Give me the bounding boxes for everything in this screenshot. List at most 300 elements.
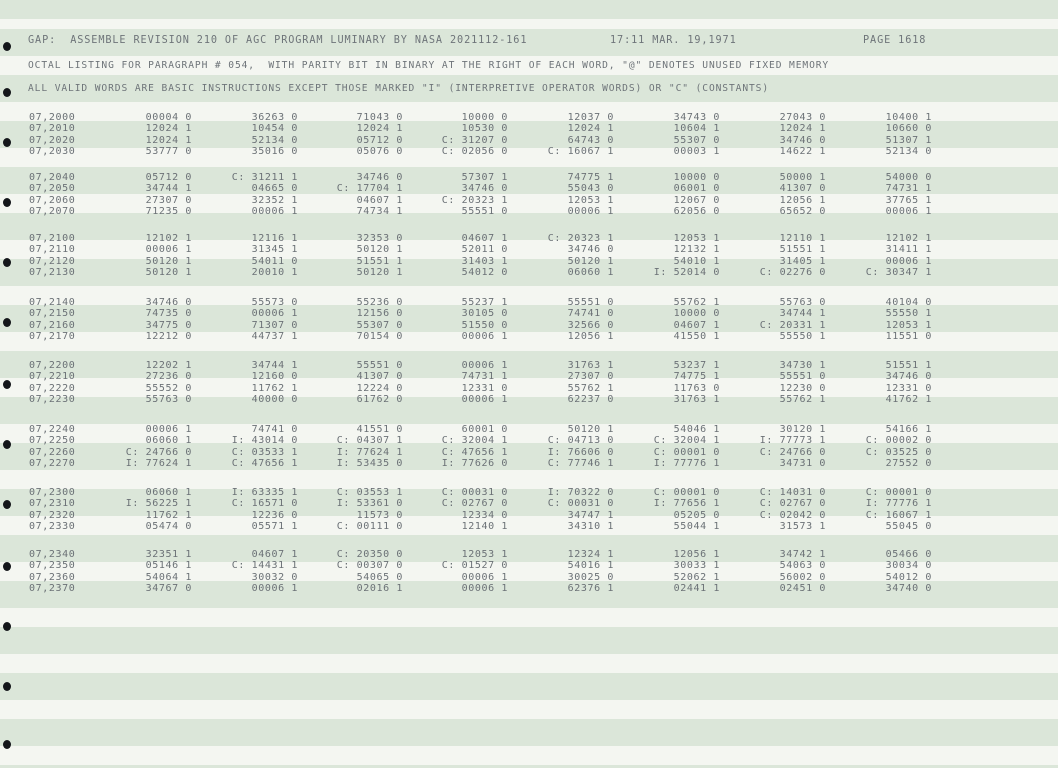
listing-row <box>0 308 1058 319</box>
header-legend: ALL VALID WORDS ARE BASIC INSTRUCTIONS EXCEPT THOSE MARKED "I" (INTERPRETIVE OPERATOR WORDS) OR "C" (CONSTANTS) <box>28 83 770 94</box>
octal-word: C: 16571 0 <box>231 498 298 510</box>
octal-word: 55551 0 <box>356 360 403 371</box>
octal-word: 51307 1 <box>885 134 932 146</box>
octal-word: 57307 1 <box>461 172 508 183</box>
octal-word: 30034 0 <box>885 560 932 572</box>
octal-word: 34746 0 <box>567 244 614 256</box>
row-address: 07,2050 <box>29 183 76 195</box>
listing-row <box>0 383 1058 394</box>
listing-row <box>0 206 1058 217</box>
octal-word: 34747 1 <box>567 509 614 521</box>
octal-word: C: 00001 0 <box>653 487 720 498</box>
octal-word: C: 03525 0 <box>865 446 932 458</box>
row-address: 07,2250 <box>29 435 76 447</box>
octal-word: 54016 1 <box>567 560 614 572</box>
row-address: 07,2140 <box>29 297 76 308</box>
row-address: 07,2260 <box>29 446 76 458</box>
octal-word: 00006 1 <box>461 331 508 343</box>
octal-word: C: 14031 0 <box>759 487 826 498</box>
listing-row <box>0 112 1058 123</box>
octal-word: I: 53435 0 <box>336 458 403 470</box>
octal-word: 30032 0 <box>251 571 298 583</box>
octal-word: 12102 1 <box>885 233 932 244</box>
octal-word: 30025 0 <box>567 571 614 583</box>
listing-row <box>0 394 1058 405</box>
octal-word: 12324 1 <box>567 549 614 560</box>
octal-word: 27236 0 <box>145 371 192 383</box>
octal-word: 50120 1 <box>145 255 192 267</box>
row-address: 07,2060 <box>29 194 76 206</box>
octal-word: C: 77746 1 <box>547 458 614 470</box>
octal-word: 55307 0 <box>356 319 403 331</box>
octal-word: 10660 0 <box>885 123 932 135</box>
octal-word: 50120 1 <box>356 244 403 256</box>
listing-row <box>0 487 1058 498</box>
octal-word: 04607 1 <box>461 233 508 244</box>
octal-word: 12024 1 <box>145 134 192 146</box>
octal-word: 10000 0 <box>673 308 720 320</box>
listing-row <box>0 320 1058 331</box>
octal-word: C: 30347 1 <box>865 267 932 279</box>
row-address: 07,2150 <box>29 308 76 320</box>
octal-word: 61762 0 <box>356 394 403 406</box>
octal-word: C: 24766 0 <box>759 446 826 458</box>
octal-word: 30033 1 <box>673 560 720 572</box>
octal-word: C: 32004 1 <box>653 435 720 447</box>
octal-word: 34746 0 <box>145 297 192 308</box>
octal-word: 31763 1 <box>673 394 720 406</box>
octal-word: 55237 1 <box>461 297 508 308</box>
octal-word: 02441 1 <box>673 583 720 595</box>
octal-word: 00003 1 <box>673 146 720 158</box>
listing-row <box>0 458 1058 469</box>
octal-word: C: 03533 1 <box>231 446 298 458</box>
octal-word: 55550 1 <box>885 308 932 320</box>
octal-word: C: 32004 1 <box>441 435 508 447</box>
listing-row <box>0 572 1058 583</box>
listing-row <box>0 233 1058 244</box>
octal-word: 34746 0 <box>779 134 826 146</box>
octal-word: 06060 1 <box>567 267 614 279</box>
octal-word: 37765 1 <box>885 194 932 206</box>
octal-word: 52011 0 <box>461 244 508 256</box>
octal-word: 11763 0 <box>673 382 720 394</box>
octal-word: 02451 0 <box>779 583 826 595</box>
octal-word: 12202 1 <box>145 360 192 371</box>
octal-word: C: 20350 0 <box>336 549 403 560</box>
octal-word: 05146 1 <box>145 560 192 572</box>
octal-word: 12156 0 <box>356 308 403 320</box>
header-timestamp: 17:11 MAR. 19,1971 <box>610 35 737 46</box>
row-address: 07,2300 <box>29 487 76 498</box>
octal-word: 34731 0 <box>779 458 826 470</box>
listing-row <box>0 360 1058 371</box>
octal-word: 10000 0 <box>461 112 508 123</box>
header-listing-description: OCTAL LISTING FOR PARAGRAPH # 054, WITH PARITY BIT IN BINARY AT THE RIGHT OF EACH WORD, "@" DENOTES UNUSED FIXED MEMORY <box>28 60 830 71</box>
row-address: 07,2210 <box>29 371 76 383</box>
octal-word: 12224 0 <box>356 382 403 394</box>
octal-word: 11762 1 <box>251 382 298 394</box>
octal-word: 41307 0 <box>356 371 403 383</box>
octal-word: I: 63335 1 <box>231 487 298 498</box>
octal-word: I: 77624 1 <box>336 446 403 458</box>
listing-row <box>0 135 1058 146</box>
octal-word: 56002 0 <box>779 571 826 583</box>
octal-word: 00006 1 <box>461 360 508 371</box>
octal-word: 50120 1 <box>567 424 614 435</box>
octal-word: 27307 0 <box>567 371 614 383</box>
octal-word: 11573 0 <box>356 509 403 521</box>
octal-word: C: 01527 0 <box>441 560 508 572</box>
octal-word: 32353 0 <box>356 233 403 244</box>
octal-word: 71043 0 <box>356 112 403 123</box>
octal-word: 05076 0 <box>356 146 403 158</box>
octal-word: 05205 0 <box>673 509 720 521</box>
listing-row <box>0 172 1058 183</box>
octal-word: 34740 0 <box>885 583 932 595</box>
listing-row <box>0 195 1058 206</box>
octal-word: C: 31207 0 <box>441 134 508 146</box>
row-address: 07,2030 <box>29 146 76 158</box>
octal-word: I: 76606 0 <box>547 446 614 458</box>
octal-word: C: 04713 0 <box>547 435 614 447</box>
row-address: 07,2130 <box>29 267 76 279</box>
octal-word: 31573 1 <box>779 521 826 533</box>
octal-word: C: 14431 1 <box>231 560 298 572</box>
octal-word: 51551 1 <box>356 255 403 267</box>
octal-word: 12110 1 <box>779 233 826 244</box>
octal-word: 74775 1 <box>673 371 720 383</box>
row-address: 07,2270 <box>29 458 76 470</box>
octal-word: C: 47656 1 <box>231 458 298 470</box>
octal-word: 12212 0 <box>145 331 192 343</box>
octal-word: 34744 1 <box>145 183 192 195</box>
octal-word: 74741 0 <box>251 424 298 435</box>
octal-word: 62056 0 <box>673 206 720 218</box>
row-address: 07,2360 <box>29 571 76 583</box>
octal-word: 50120 1 <box>145 267 192 279</box>
octal-word: 41762 1 <box>885 394 932 406</box>
octal-word: 52062 1 <box>673 571 720 583</box>
octal-word: I: 77626 0 <box>441 458 508 470</box>
octal-word: C: 02276 0 <box>759 267 826 279</box>
listing-row <box>0 498 1058 509</box>
octal-word: 44737 1 <box>251 331 298 343</box>
octal-word: 12024 1 <box>779 123 826 135</box>
octal-word: 50120 1 <box>356 267 403 279</box>
octal-word: 36263 0 <box>251 112 298 123</box>
octal-word: I: 56225 1 <box>125 498 192 510</box>
octal-word: 34310 1 <box>567 521 614 533</box>
octal-word: 05474 0 <box>145 521 192 533</box>
octal-word: C: 00002 0 <box>865 435 932 447</box>
octal-word: C: 20323 1 <box>547 233 614 244</box>
octal-word: 12132 1 <box>673 244 720 256</box>
octal-word: 10530 0 <box>461 123 508 135</box>
octal-word: 34746 0 <box>461 183 508 195</box>
octal-word: 34744 1 <box>251 360 298 371</box>
octal-word: 12024 1 <box>356 123 403 135</box>
octal-word: 00006 1 <box>567 206 614 218</box>
row-address: 07,2340 <box>29 549 76 560</box>
octal-word: 31411 1 <box>885 244 932 256</box>
octal-word: C: 20323 1 <box>441 194 508 206</box>
octal-word: 55236 0 <box>356 297 403 308</box>
octal-word: 62376 1 <box>567 583 614 595</box>
octal-word: I: 53361 0 <box>336 498 403 510</box>
octal-word: 41307 0 <box>779 183 826 195</box>
octal-word: 12331 0 <box>461 382 508 394</box>
octal-word: 12024 1 <box>145 123 192 135</box>
octal-word: 00006 1 <box>885 206 932 218</box>
row-address: 07,2120 <box>29 255 76 267</box>
row-address: 07,2370 <box>29 583 76 595</box>
row-address: 07,2020 <box>29 134 76 146</box>
row-address: 07,2320 <box>29 509 76 521</box>
octal-word: 74731 1 <box>885 183 932 195</box>
octal-word: 10000 0 <box>673 172 720 183</box>
octal-word: 10604 1 <box>673 123 720 135</box>
listing-row <box>0 146 1058 157</box>
octal-word: 12056 1 <box>673 549 720 560</box>
octal-word: 31403 1 <box>461 255 508 267</box>
listing-row <box>0 183 1058 194</box>
octal-word: 74741 0 <box>567 308 614 320</box>
octal-word: 32566 0 <box>567 319 614 331</box>
header-title: GAP: ASSEMBLE REVISION 210 OF AGC PROGRAM LUMINARY BY NASA 2021112-161 <box>28 35 528 46</box>
octal-word: 55552 0 <box>145 382 192 394</box>
octal-word: 31345 1 <box>251 244 298 256</box>
octal-word: 74775 1 <box>567 172 614 183</box>
octal-word: 05571 1 <box>251 521 298 533</box>
octal-word: C: 02042 0 <box>759 509 826 521</box>
octal-word: 04607 1 <box>673 319 720 331</box>
octal-word: 06060 1 <box>145 435 192 447</box>
octal-word: C: 02056 0 <box>441 146 508 158</box>
row-address: 07,2170 <box>29 331 76 343</box>
octal-word: 34746 0 <box>885 371 932 383</box>
listing-row <box>0 435 1058 446</box>
octal-word: 53237 1 <box>673 360 720 371</box>
octal-word: 74731 1 <box>461 371 508 383</box>
octal-word: C: 16067 1 <box>547 146 614 158</box>
octal-word: 55762 1 <box>567 382 614 394</box>
octal-word: I: 43014 0 <box>231 435 298 447</box>
octal-word: 50120 1 <box>567 255 614 267</box>
octal-word: 05712 0 <box>356 134 403 146</box>
octal-word: 12053 1 <box>461 549 508 560</box>
octal-word: 74734 1 <box>356 206 403 218</box>
octal-word: 40000 0 <box>251 394 298 406</box>
row-address: 07,2160 <box>29 319 76 331</box>
row-address: 07,2350 <box>29 560 76 572</box>
octal-word: 04665 0 <box>251 183 298 195</box>
listing-row <box>0 583 1058 594</box>
octal-word: 04607 1 <box>251 549 298 560</box>
octal-word: 11762 1 <box>145 509 192 521</box>
octal-word: 00006 1 <box>885 255 932 267</box>
octal-word: 34730 1 <box>779 360 826 371</box>
octal-word: C: 47656 1 <box>441 446 508 458</box>
octal-word: 06001 0 <box>673 183 720 195</box>
octal-word: 34742 1 <box>779 549 826 560</box>
octal-word: C: 00001 0 <box>653 446 720 458</box>
octal-word: 55044 1 <box>673 521 720 533</box>
octal-word: 55551 0 <box>461 206 508 218</box>
octal-word: 54063 0 <box>779 560 826 572</box>
row-address: 07,2310 <box>29 498 76 510</box>
octal-word: 04607 1 <box>356 194 403 206</box>
octal-word: 34743 0 <box>673 112 720 123</box>
octal-word: C: 00031 0 <box>547 498 614 510</box>
octal-word: 64743 0 <box>567 134 614 146</box>
listing-row <box>0 256 1058 267</box>
octal-word: 55043 0 <box>567 183 614 195</box>
octal-word: I: 77776 1 <box>865 498 932 510</box>
octal-word: 12024 1 <box>567 123 614 135</box>
octal-word: 12053 1 <box>567 194 614 206</box>
octal-word: I: 77773 1 <box>759 435 826 447</box>
octal-word: 53777 0 <box>145 146 192 158</box>
listing-row <box>0 447 1058 458</box>
octal-word: 00006 1 <box>251 308 298 320</box>
octal-word: 74735 0 <box>145 308 192 320</box>
octal-word: 70154 0 <box>356 331 403 343</box>
octal-word: 51551 1 <box>885 360 932 371</box>
octal-word: 54012 0 <box>461 267 508 279</box>
octal-word: 62237 0 <box>567 394 614 406</box>
octal-word: 30105 0 <box>461 308 508 320</box>
octal-word: 32351 1 <box>145 549 192 560</box>
octal-word: C: 02767 0 <box>441 498 508 510</box>
octal-word: 00006 1 <box>251 583 298 595</box>
octal-word: 32352 1 <box>251 194 298 206</box>
octal-word: 55551 0 <box>779 371 826 383</box>
octal-word: 55763 0 <box>779 297 826 308</box>
octal-word: 12067 0 <box>673 194 720 206</box>
octal-word: 55550 1 <box>779 331 826 343</box>
octal-word: C: 00111 0 <box>336 521 403 533</box>
row-address: 07,2200 <box>29 360 76 371</box>
listing-row <box>0 123 1058 134</box>
listing-row <box>0 297 1058 308</box>
octal-word: 00006 1 <box>461 583 508 595</box>
listing-row <box>0 560 1058 571</box>
octal-word: 20010 1 <box>251 267 298 279</box>
octal-word: 55762 1 <box>673 297 720 308</box>
octal-word: 55763 0 <box>145 394 192 406</box>
octal-word: 31763 1 <box>567 360 614 371</box>
octal-word: 54012 0 <box>885 571 932 583</box>
listing-row <box>0 549 1058 560</box>
octal-word: 27552 0 <box>885 458 932 470</box>
octal-word: C: 31211 1 <box>231 172 298 183</box>
octal-word: 05466 0 <box>885 549 932 560</box>
listing-row <box>0 371 1058 382</box>
octal-word: 00006 1 <box>461 571 508 583</box>
octal-word: 34746 0 <box>356 172 403 183</box>
octal-word: 27043 0 <box>779 112 826 123</box>
octal-word: 34775 0 <box>145 319 192 331</box>
octal-word: 65652 0 <box>779 206 826 218</box>
octal-word: 50000 1 <box>779 172 826 183</box>
row-address: 07,2100 <box>29 233 76 244</box>
octal-word: 54064 1 <box>145 571 192 583</box>
octal-word: I: 70322 0 <box>547 487 614 498</box>
octal-word: 05712 0 <box>145 172 192 183</box>
octal-word: 12160 0 <box>251 371 298 383</box>
row-address: 07,2010 <box>29 123 76 135</box>
octal-word: 12056 1 <box>779 194 826 206</box>
octal-word: 02016 1 <box>356 583 403 595</box>
octal-word: 34744 1 <box>779 308 826 320</box>
octal-word: 12116 1 <box>251 233 298 244</box>
octal-word: 00006 1 <box>461 394 508 406</box>
octal-word: 00006 1 <box>251 206 298 218</box>
octal-word: 12331 0 <box>885 382 932 394</box>
row-address: 07,2000 <box>29 112 76 123</box>
octal-word: 12102 1 <box>145 233 192 244</box>
octal-word: 10400 1 <box>885 112 932 123</box>
listing-row <box>0 244 1058 255</box>
octal-word: 00006 1 <box>145 424 192 435</box>
octal-word: 12053 1 <box>885 319 932 331</box>
octal-word: I: 77624 1 <box>125 458 192 470</box>
octal-word: 41551 0 <box>356 424 403 435</box>
octal-word: 12236 0 <box>251 509 298 521</box>
listing-row <box>0 267 1058 278</box>
listing-row <box>0 424 1058 435</box>
octal-word: 60001 0 <box>461 424 508 435</box>
octal-word: C: 17704 1 <box>336 183 403 195</box>
octal-word: 52134 0 <box>251 134 298 146</box>
octal-word: 71307 0 <box>251 319 298 331</box>
octal-word: 55573 0 <box>251 297 298 308</box>
octal-word: C: 04307 1 <box>336 435 403 447</box>
octal-word: 12037 0 <box>567 112 614 123</box>
listing-row <box>0 521 1058 532</box>
row-address: 07,2240 <box>29 424 76 435</box>
octal-word: 51550 0 <box>461 319 508 331</box>
octal-word: I: 52014 0 <box>653 267 720 279</box>
octal-word: 00004 0 <box>145 112 192 123</box>
octal-word: 40104 0 <box>885 297 932 308</box>
octal-word: 41550 1 <box>673 331 720 343</box>
octal-word: 11551 0 <box>885 331 932 343</box>
octal-word: 54065 0 <box>356 571 403 583</box>
octal-word: 12334 0 <box>461 509 508 521</box>
octal-word: 54046 1 <box>673 424 720 435</box>
row-address: 07,2220 <box>29 382 76 394</box>
octal-word: 54010 1 <box>673 255 720 267</box>
octal-word: 54000 0 <box>885 172 932 183</box>
octal-word: C: 03553 1 <box>336 487 403 498</box>
octal-word: C: 24766 0 <box>125 446 192 458</box>
octal-word: 35016 0 <box>251 146 298 158</box>
octal-word: 55045 0 <box>885 521 932 533</box>
octal-word: C: 00001 0 <box>865 487 932 498</box>
octal-word: 12230 0 <box>779 382 826 394</box>
octal-word: I: 77656 1 <box>653 498 720 510</box>
listing-row <box>0 510 1058 521</box>
octal-word: 52134 0 <box>885 146 932 158</box>
octal-word: 30120 1 <box>779 424 826 435</box>
octal-word: 55551 0 <box>567 297 614 308</box>
listing-row <box>0 331 1058 342</box>
octal-word: C: 20331 1 <box>759 319 826 331</box>
octal-word: 55762 1 <box>779 394 826 406</box>
octal-word: I: 77776 1 <box>653 458 720 470</box>
